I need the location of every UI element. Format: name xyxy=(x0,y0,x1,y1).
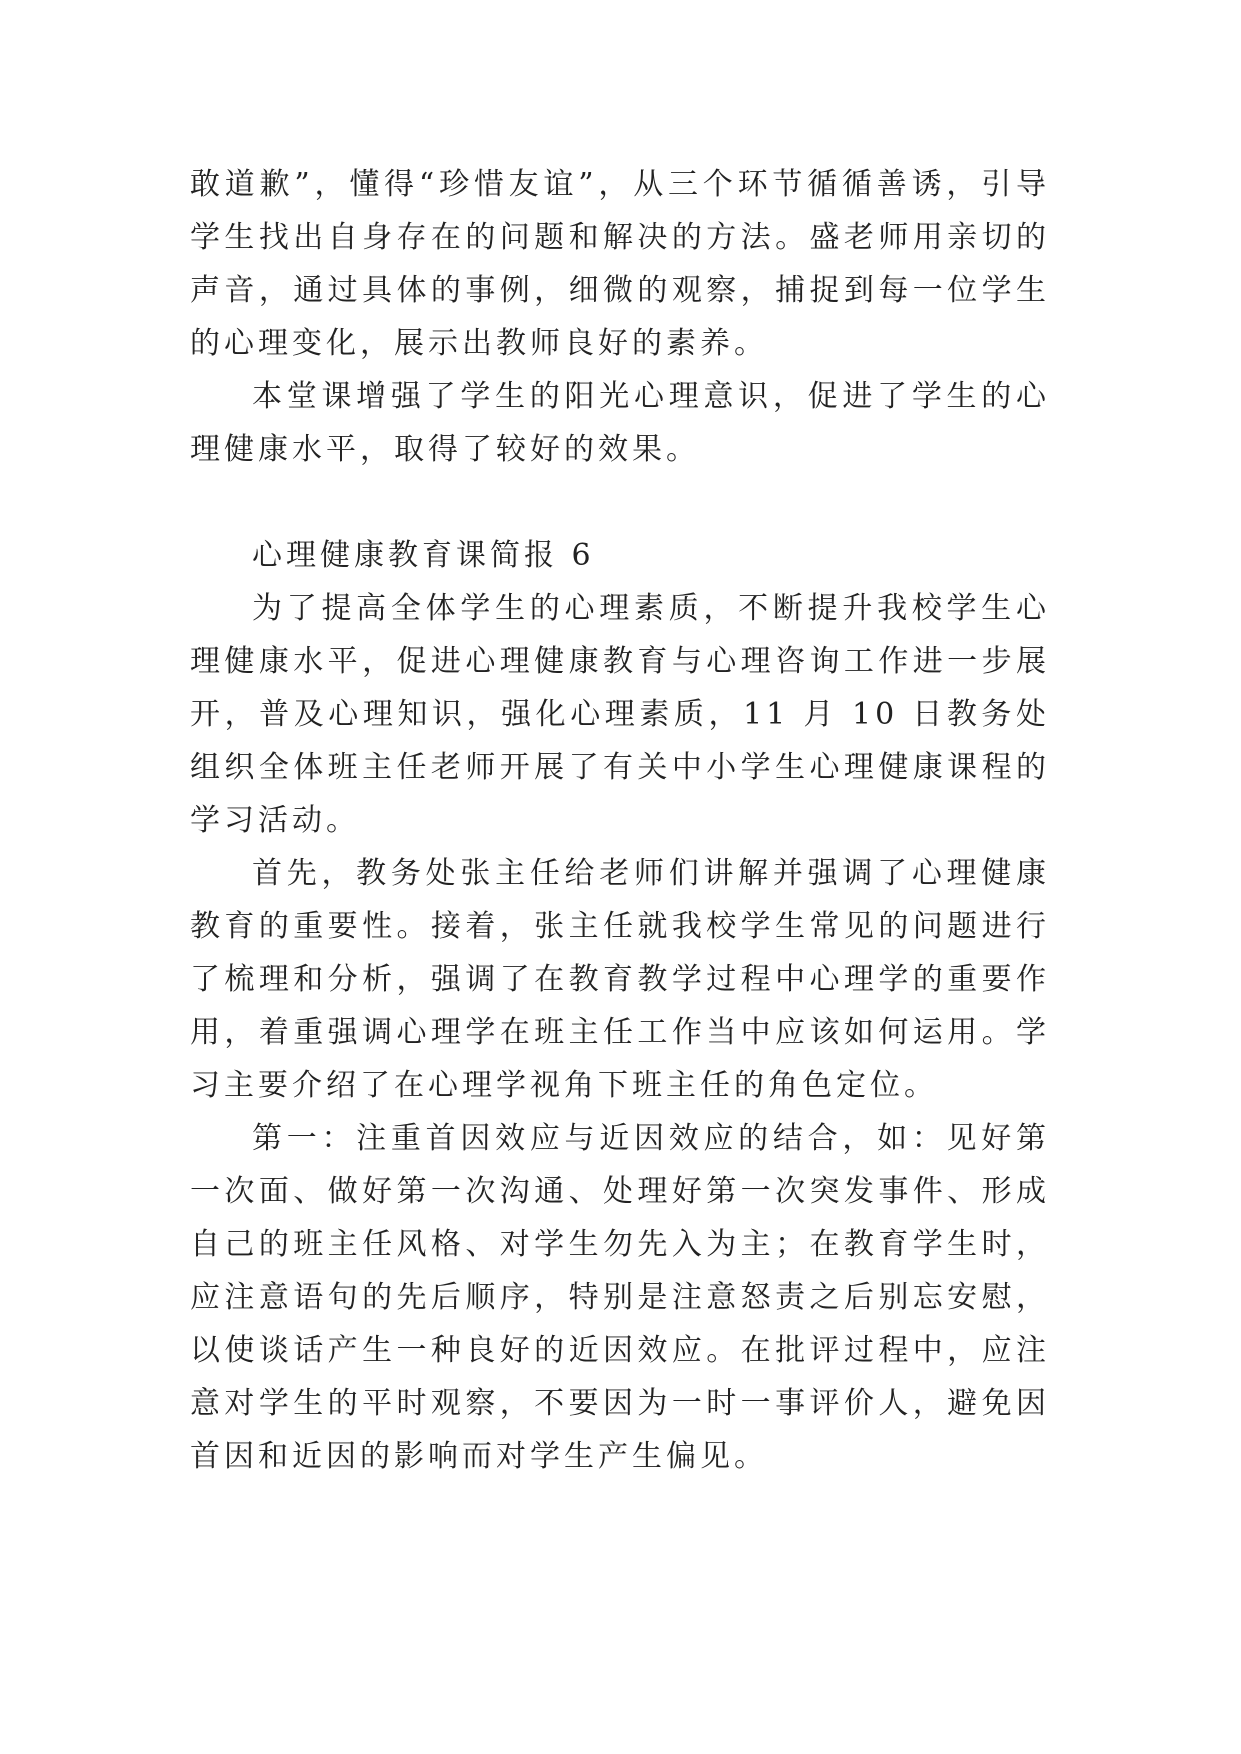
paragraph-continuation: 敢道歉”，懂得“珍惜友谊”，从三个环节循循善诱，引导学生找出自身存在的问题和解决的方法。盛老师用亲切的声音，通过具体的事例，细微的观察，捕捉到每一位学生的心理变化，展示出教师良好的素养。 xyxy=(190,167,1050,361)
section-title: 心理健康教育课简报 6 xyxy=(252,538,595,573)
paragraph-summary: 本堂课增强了学生的阳光心理意识，促进了学生的心理健康水平，取得了较好的效果。 xyxy=(190,379,1050,467)
paragraph-intro: 为了提高全体学生的心理素质，不断提升我校学生心理健康水平，促进心理健康教育与心理咨询工作进一步展开，普及心理知识，强化心理素质，11 月 10 日教务处组织全体班主任老师开展了有关中小学生心理健康课程的学习活动。 xyxy=(190,591,1050,838)
paragraph-point-one: 第一：注重首因效应与近因效应的结合，如：见好第一次面、做好第一次沟通、处理好第一次突发事件、形成自己的班主任风格、对学生勿先入为主；在教育学生时，应注意语句的先后顺序，特别是注意怒责之后别忘安慰，以使谈话产生一种良好的近因效应。在批评过程中，应注意对学生的平时观察，不要因为一时一事评价人，避免因首因和近因的影响而对学生产生偏见。 xyxy=(190,1121,1050,1474)
document-body xyxy=(190,158,1050,1483)
paragraph-first: 首先，教务处张主任给老师们讲解并强调了心理健康教育的重要性。接着，张主任就我校学生常见的问题进行了梳理和分析，强调了在教育教学过程中心理学的重要作用，着重强调心理学在班主任工作当中应该如何运用。学习主要介绍了在心理学视角下班主任的角色定位。 xyxy=(190,856,1050,1103)
